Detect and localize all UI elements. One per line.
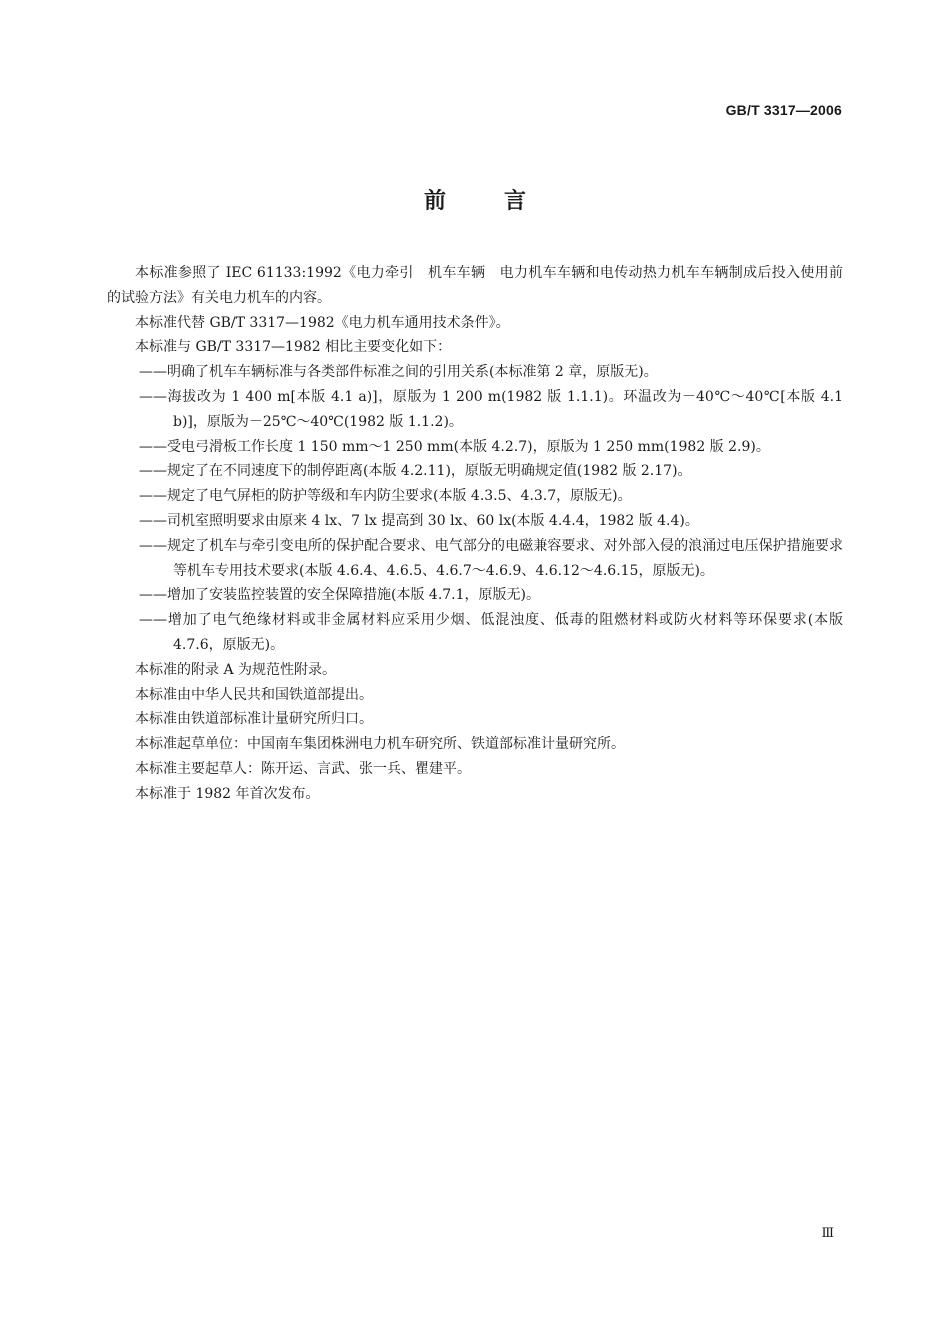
- paragraph-drafting-units: 本标准起草单位：中国南车集团株洲电力机车研究所、铁道部标准计量研究所。: [135, 736, 625, 753]
- change-item: ——海拔改为 1 400 m[本版 4.1 a)]，原版为 1 200 m(1982 版 1.1.1)。环温改为－40℃～40℃[本版 4.1 b)]，原版为－25℃～40℃(1982 版 1.1.2)。: [139, 388, 843, 430]
- change-item: ——增加了电气绝缘材料或非金属材料应采用少烟、低混浊度、低毒的阻燃材料或防火材料等环保要求(本版 4.7.6，原版无)。: [139, 612, 843, 653]
- foreword-body: [107, 261, 843, 807]
- change-item: ——规定了机车与牵引变电所的保护配合要求、电气部分的电磁兼容要求、对外部入侵的浪涌过电压保护措施要求等机车专用技术要求(本版 4.6.4、4.6.5、4.6.7～4.6.9、4.6.12～4.6.15，原版无)。: [139, 537, 843, 579]
- paragraph-centralized: 本标准由铁道部标准计量研究所归口。: [135, 711, 373, 728]
- paragraph-drafters: 本标准主要起草人：陈开运、言武、张一兵、瞿建平。: [135, 760, 471, 777]
- change-item: ——规定了电气屏柜的防护等级和车内防尘要求(本版 4.3.5、4.3.7，原版无)。: [139, 488, 632, 505]
- change-item: ——受电弓滑板工作长度 1 150 mm～1 250 mm(本版 4.2.7)，原版为 1 250 mm(1982 版 2.9)。: [139, 438, 770, 455]
- page-number: Ⅲ: [821, 1226, 834, 1241]
- paragraph-proposer: 本标准由中华人民共和国铁道部提出。: [135, 686, 373, 703]
- change-item: ——规定了在不同速度下的制停距离(本版 4.2.11)，原版无明确规定值(1982 版 2.17)。: [139, 463, 692, 480]
- change-item: ——司机室照明要求由原来 4 lx、7 lx 提高到 30 lx、60 lx(本版 4.4.4，1982 版 4.4)。: [139, 512, 699, 529]
- paragraph-first-release: 本标准于 1982 年首次发布。: [135, 785, 320, 802]
- change-item: ——明确了机车车辆标准与各类部件标准之间的引用关系(本标准第 2 章，原版无)。: [139, 364, 658, 381]
- paragraph-appendix: 本标准的附录 A 为规范性附录。: [135, 661, 337, 678]
- page-title: 前言: [423, 189, 584, 214]
- change-item: ——增加了安装监控装置的安全保障措施(本版 4.7.1，原版无)。: [139, 587, 540, 604]
- standard-code: GB/T 3317—2006: [725, 102, 842, 118]
- paragraph-reference: 本标准参照了 IEC 61133:1992《电力牵引 机车车辆 电力机车车辆和电传动热力机车车辆制成后投入使用前的试验方法》有关电力机车的内容。: [107, 265, 843, 306]
- paragraph-replaces: 本标准代替 GB/T 3317—1982《电力机车通用技术条件》。: [135, 314, 510, 331]
- paragraph-changes-intro: 本标准与 GB/T 3317—1982 相比主要变化如下：: [135, 339, 452, 356]
